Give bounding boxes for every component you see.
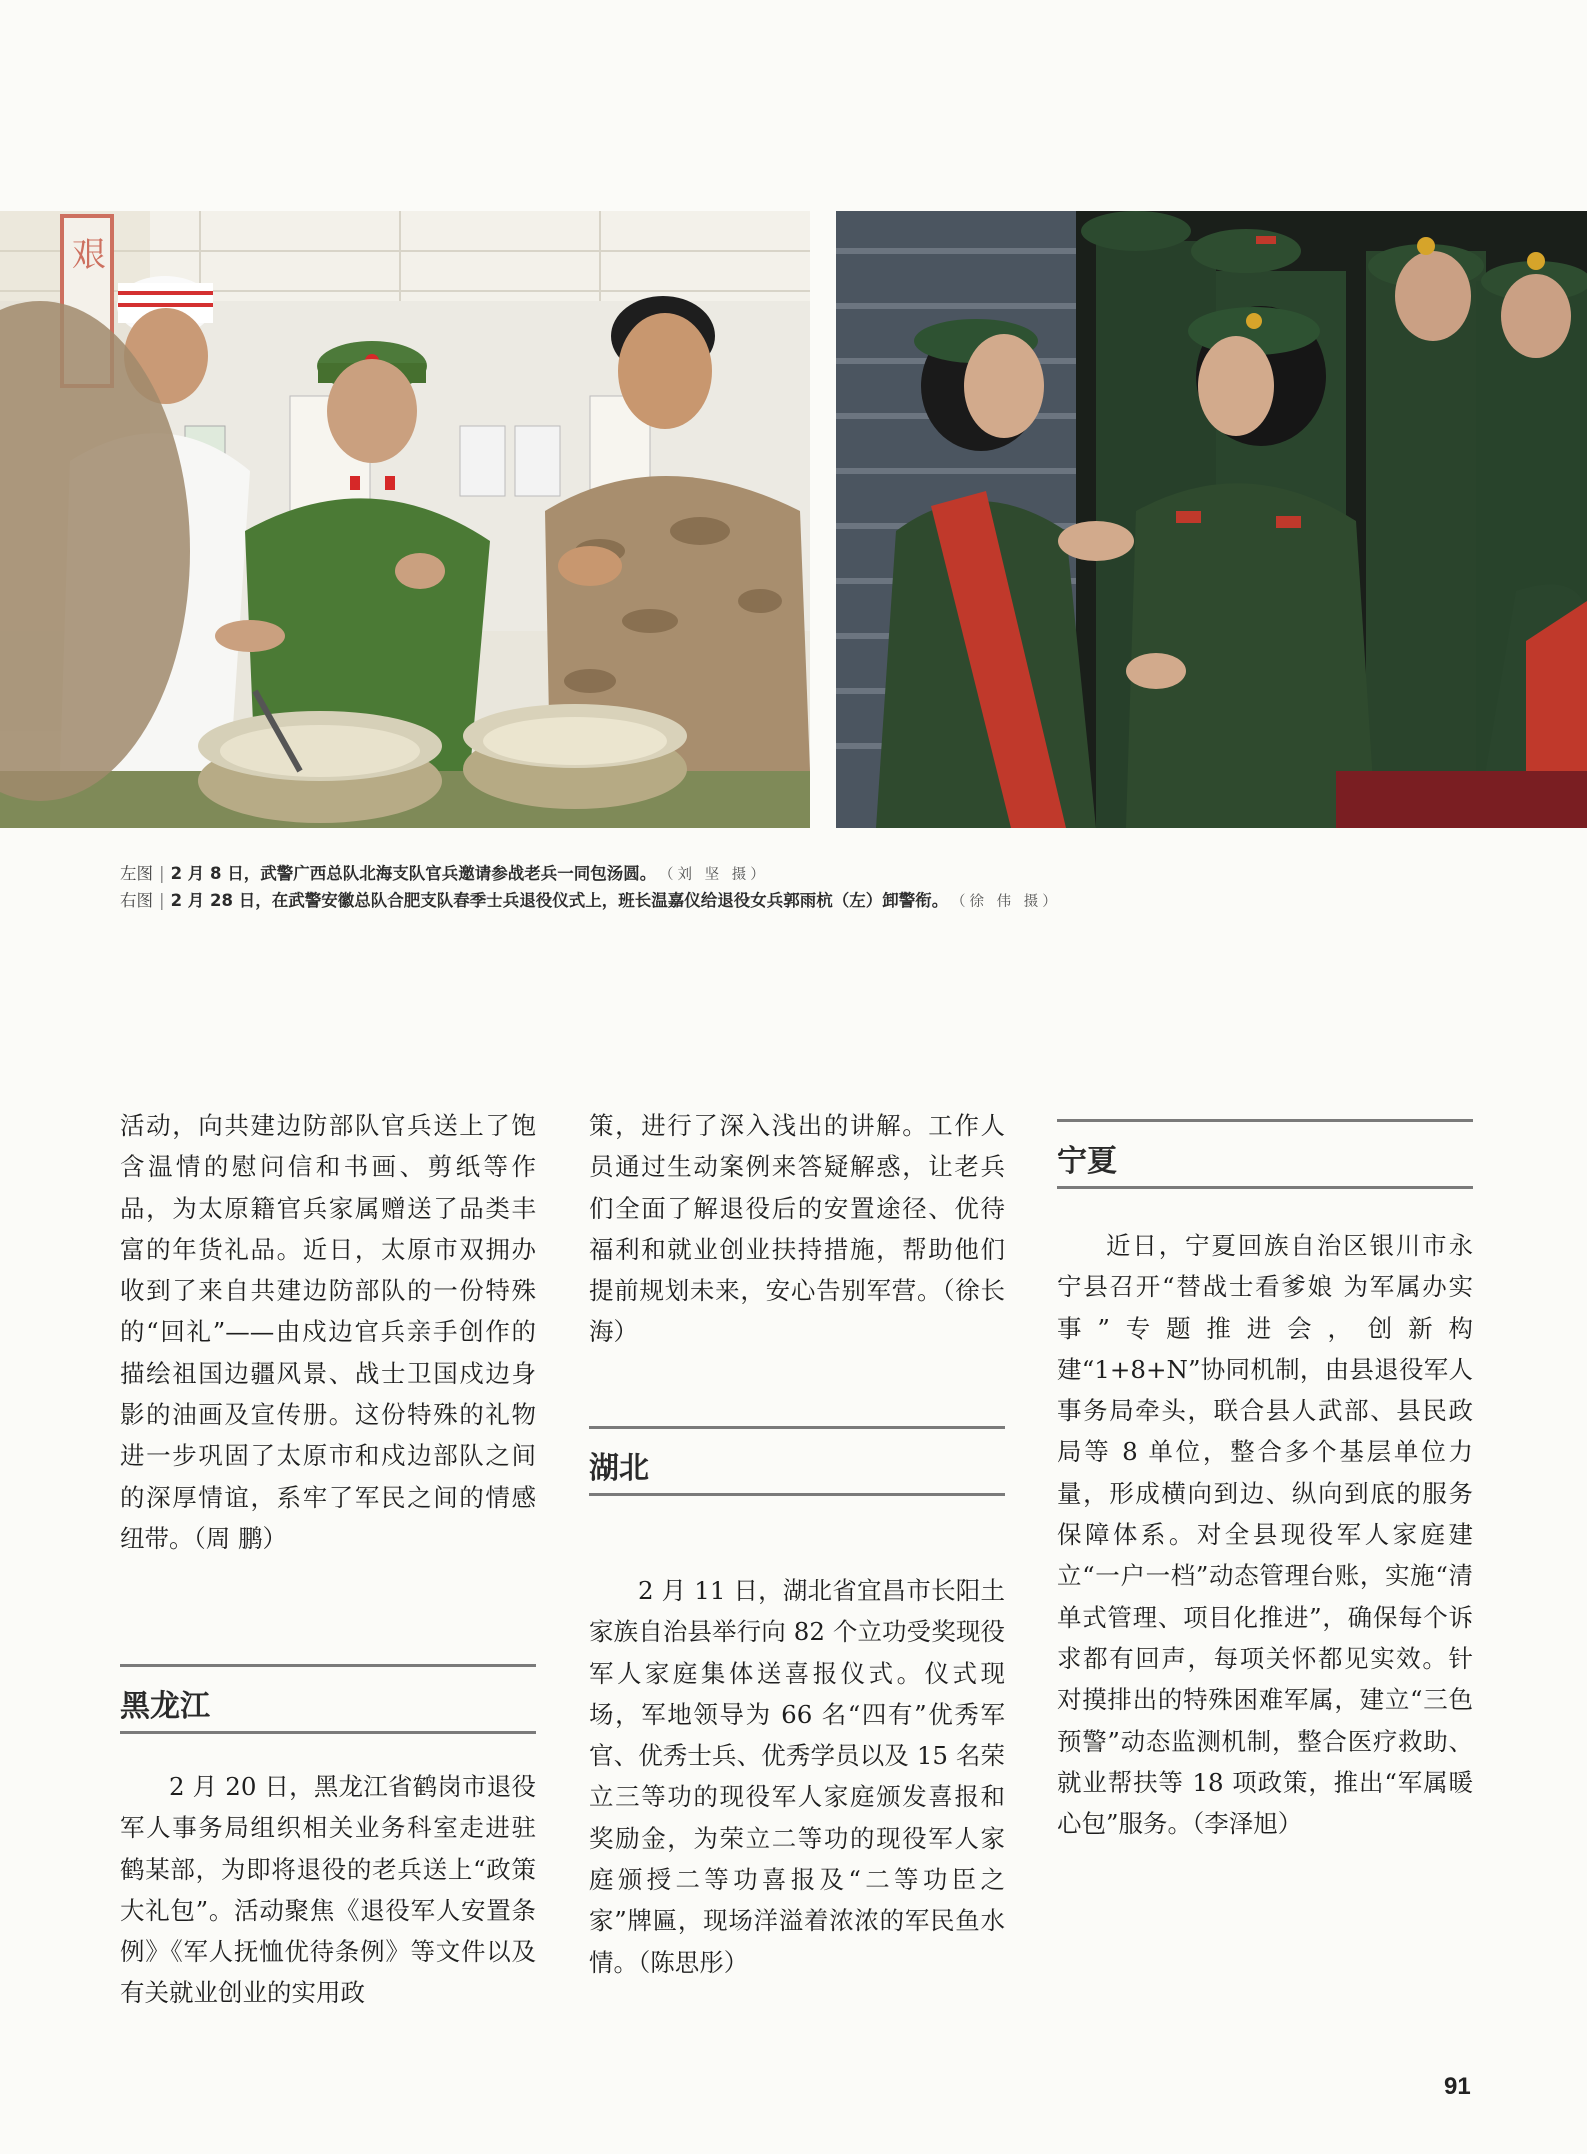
column-3 — [1057, 1225, 1473, 1844]
caption-right: 右图 | 2 月 28 日，在武警安徽总队合肥支队春季士兵退役仪式上，班长温嘉仪给退役女兵郭雨杭（左）卸警衔。 （徐 伟 摄） — [120, 891, 1061, 910]
caption-left-credit: （刘 坚 摄） — [666, 867, 769, 883]
column-1-top — [120, 1105, 536, 1559]
section-title-ningxia: 宁夏 — [1057, 1144, 1117, 1179]
column-1-bottom — [120, 1766, 536, 2014]
svg-text:艰: 艰 — [72, 235, 106, 275]
paragraph-ningxia: 近日，宁夏回族自治区银川市永宁县召开“替战士看爹娘 为军属办实事”专题推进会，创新构建“1+8+N”协同机制，由县退役军人事务局牵头，联合县人武部、县民政局等 8 单位，整合多个基层单位力量，形成横向到边、纵向到底的服务保障体系。对全县现役军人家庭建立“一户一档”动态管理台账，实施“清单式管理、项目化推进”，确保每个诉求都有回声，每项关怀都见实效。针对摸排出的特殊困难军属，建立“三色预警”动态监测机制，整合医疗救助、就业帮扶等 18 项政策，推出“军属暖心包”服务。（李泽旭） — [1057, 1231, 1473, 1839]
caption-left-label: 左图 — [120, 864, 153, 883]
caption-right-credit: （徐 伟 摄） — [958, 894, 1061, 910]
caption-right-text: 2 月 28 日，在武警安徽总队合肥支队春季士兵退役仪式上，班长温嘉仪给退役女兵郭雨杭（左）卸警衔。 — [170, 891, 949, 910]
caption-left-text: 2 月 8 日，武警广西总队北海支队官兵邀请参战老兵一同包汤圆。 — [170, 864, 657, 883]
photo-captions — [120, 861, 1520, 915]
column-2-top — [589, 1105, 1005, 1353]
page-number: 91 — [1444, 2073, 1471, 2100]
section-title-heilongjiang: 黑龙江 — [120, 1689, 210, 1724]
section-header-ningxia — [1057, 1119, 1473, 1189]
section-title-hubei: 湖北 — [589, 1451, 649, 1486]
caption-left: 左图 | 2 月 8 日，武警广西总队北海支队官兵邀请参战老兵一同包汤圆。 （刘 坚 摄） — [120, 864, 769, 883]
paragraph-hubei: 2 月 11 日，湖北省宜昌市长阳土家族自治县举行向 82 个立功受奖现役军人家庭集体送喜报仪式。仪式现场，军地领导为 66 名“四有”优秀军官、优秀士兵、优秀学员以及 15 名荣立三等功的现役军人家庭颁发喜报和奖励金，为荣立二等功的现役军人家庭颁授二等功喜报及“二等功臣之家”牌匾，现场洋溢着浓浓的军民鱼水情。（陈思彤） — [589, 1576, 1005, 1977]
caption-right-label: 右图 — [120, 891, 153, 910]
column-2-bottom — [589, 1570, 1005, 1983]
paragraph-heilongjiang-cont: 策，进行了深入浅出的讲解。工作人员通过生动案例来答疑解惑，让老兵们全面了解退役后的安置途径、优待福利和就业创业扶持措施，帮助他们提前规划未来，安心告别军营。（徐长海） — [589, 1111, 1005, 1347]
paragraph-taiyuan: 活动，向共建边防部队官兵送上了饱含温情的慰问信和书画、剪纸等作品，为太原籍官兵家属赠送了品类丰富的年货礼品。近日，太原市双拥办收到了来自共建边防部队的一份特殊的“回礼”——由戍边官兵亲手创作的描绘祖国边疆风景、战士卫国戍边身影的油画及宣传册。这份特殊的礼物进一步巩固了太原市和戍边部队之间的深厚情谊，系牢了军民之间的情感纽带。（周 鹏） — [120, 1111, 536, 1553]
section-header-hubei — [589, 1426, 1005, 1496]
paragraph-heilongjiang: 2 月 20 日，黑龙江省鹤岗市退役军人事务局组织相关业务科室走进驻鹤某部，为即将退役的老兵送上“政策大礼包”。活动聚焦《退役军人安置条例》《军人抚恤优待条例》等文件以及有关就业创业的实用政 — [120, 1772, 536, 2008]
photo-left-dumplings — [0, 211, 810, 828]
photo-right-ceremony — [836, 211, 1587, 828]
section-header-heilongjiang — [120, 1664, 536, 1734]
